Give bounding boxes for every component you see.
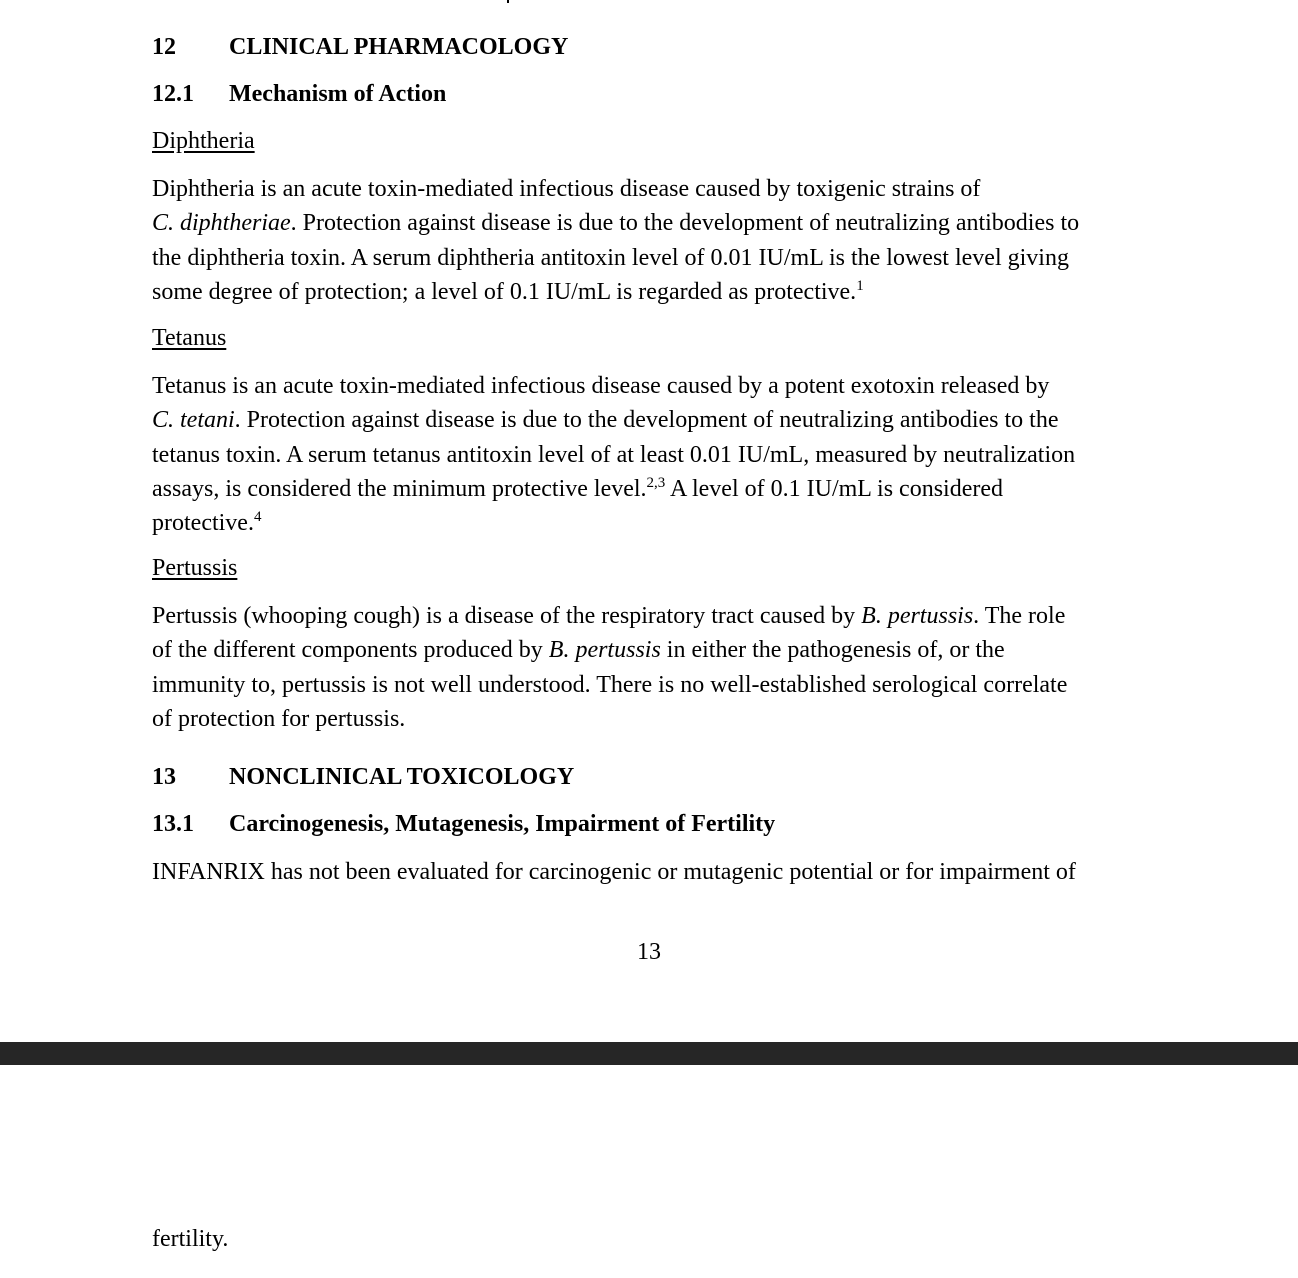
text-line: C. tetani. Protection against disease is due to the development of neutralizing antibodies to the bbox=[152, 407, 1059, 434]
page-edge-mark bbox=[507, 0, 509, 3]
reference-superscript: 4 bbox=[253, 509, 262, 526]
organism-name: B. pertussis bbox=[861, 603, 974, 629]
pertussis-heading: Pertussis bbox=[152, 555, 238, 581]
tetanus-paragraph bbox=[152, 369, 1152, 540]
section-number: 13.1 bbox=[152, 811, 194, 837]
organism-name: C. tetani bbox=[152, 407, 235, 434]
text-line: Pertussis (whooping cough) is a disease of the respiratory tract caused by B. pertussis. The role bbox=[152, 603, 1066, 629]
page-separator bbox=[0, 1042, 1298, 1065]
section-13-heading bbox=[152, 763, 574, 791]
section-13-1-heading bbox=[152, 810, 775, 838]
section-12-1-heading bbox=[152, 80, 446, 108]
organism-name: B. pertussis bbox=[548, 637, 661, 664]
section-title: NONCLINICAL TOXICOLOGY bbox=[229, 764, 575, 790]
text-line: Tetanus is an acute toxin-mediated infectious disease caused by a potent exotoxin released by bbox=[152, 373, 1050, 399]
section-number: 12.1 bbox=[152, 81, 194, 107]
text-line: assays, is considered the minimum protective level.$^{2,3}$ A level of 0.1 IU/mL is considered bbox=[152, 474, 1004, 502]
text-line: of the different components produced by B. pertussis in either the pathogenesis of, or the bbox=[152, 637, 1005, 664]
text-line: some degree of protection; a level of 0.1 IU/mL is regarded as protective.$^1$ bbox=[152, 277, 864, 305]
section-number: 12 bbox=[152, 34, 176, 60]
text-line: protective.$^4$ bbox=[152, 509, 262, 537]
diphtheria-paragraph bbox=[152, 172, 1152, 309]
organism-name: C. diphtheriae bbox=[152, 210, 291, 237]
text-line: tetanus toxin. A serum tetanus antitoxin level of at least 0.01 IU/mL, measured by neutralization bbox=[152, 441, 1076, 468]
reference-superscript: 2,3 bbox=[646, 474, 666, 491]
text-line: the diphtheria toxin. A serum diphtheria antitoxin level of 0.01 IU/mL is the lowest level giving bbox=[152, 244, 1069, 271]
infanrix-paragraph bbox=[152, 855, 1152, 889]
text-line: immunity to, pertussis is not well understood. There is no well-established serological correlate bbox=[152, 671, 1068, 698]
text-line: C. diphtheriae. Protection against disease is due to the development of neutralizing antibodies to bbox=[152, 210, 1080, 237]
pertussis-paragraph bbox=[152, 599, 1152, 736]
section-number: 13 bbox=[152, 764, 176, 790]
section-title: Mechanism of Action bbox=[229, 81, 447, 107]
text-line: of protection for pertussis. bbox=[152, 705, 406, 732]
tetanus-heading: Tetanus bbox=[152, 325, 227, 351]
section-12-heading bbox=[152, 33, 568, 61]
section-title: Carcinogenesis, Mutagenesis, Impairment of Fertility bbox=[229, 811, 776, 837]
page-number: 13 bbox=[637, 939, 661, 965]
text-line: Diphtheria is an acute toxin-mediated infectious disease caused by toxigenic strains of bbox=[152, 176, 981, 202]
reference-superscript: 1 bbox=[856, 277, 864, 294]
diphtheria-heading: Diphtheria bbox=[152, 128, 255, 154]
continued-text: fertility. bbox=[152, 1226, 229, 1252]
text-line: INFANRIX has not been evaluated for carcinogenic or mutagenic potential or for impairment of bbox=[152, 859, 1076, 885]
section-title: CLINICAL PHARMACOLOGY bbox=[229, 34, 569, 60]
